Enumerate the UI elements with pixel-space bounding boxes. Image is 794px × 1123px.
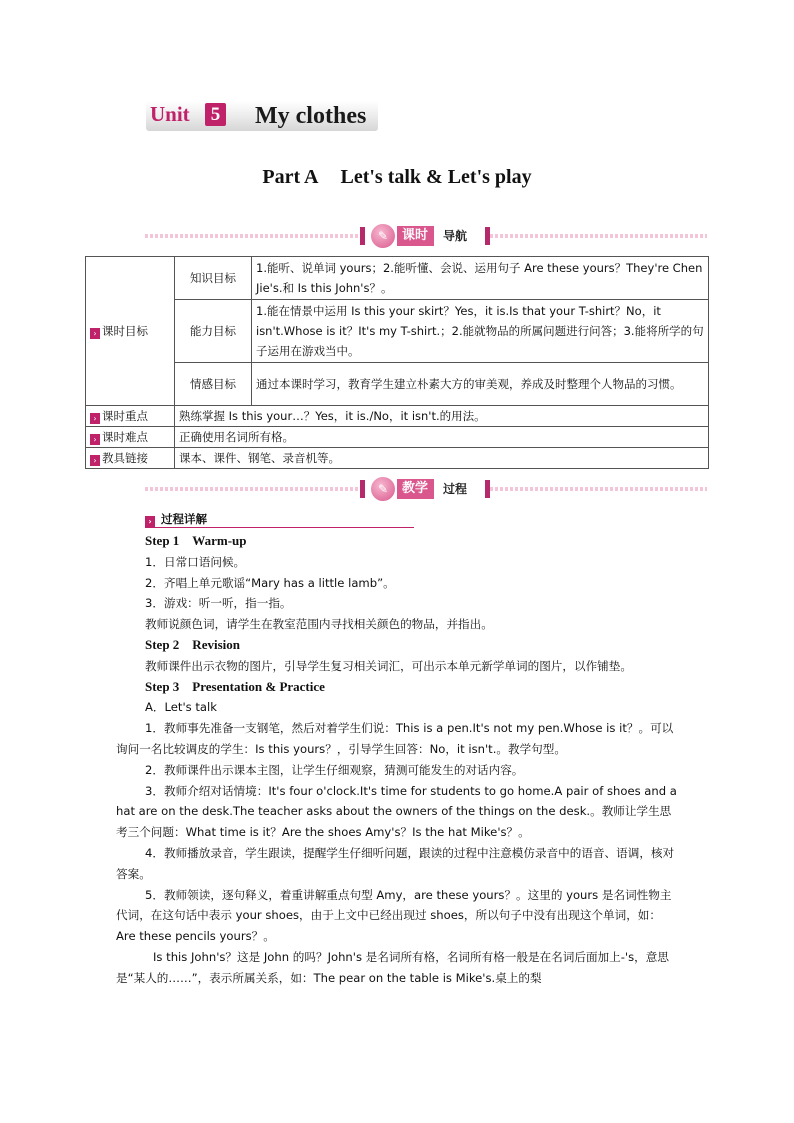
banner-pink-label: 课时 — [397, 226, 434, 246]
part-name: Let's talk & Let's play — [340, 166, 532, 188]
lesson-nav-banner — [145, 228, 707, 244]
pencil-icon: ✎ — [371, 224, 395, 248]
paragraph: 1．日常口语问候。 — [145, 554, 246, 569]
paragraph: 2．齐唱上单元歌谣“Mary has a little lamb”。 — [145, 575, 395, 590]
row-label: 课时重点 — [102, 409, 148, 423]
paragraph: A．Let's talk — [145, 700, 217, 715]
chevron-right-icon: › — [145, 516, 155, 527]
chevron-right-icon: › — [90, 328, 100, 339]
lesson-plan-table — [85, 256, 709, 469]
goal-text: 1.能听、说单词 yours；2.能听懂、会说、运用句子 Are these yours？They're Chen Jie's.和 Is this John's？。 — [252, 257, 709, 300]
goal-text: 1.能在情景中运用 Is this your skirt？Yes，it is.Is that your T-shirt？No，it isn't.Whose is it？It's my T-shirt.；2.能就物品的所属问题进行问答；3.能将所学的句子运用在游戏当中。 — [252, 300, 709, 363]
row-header-cell — [86, 406, 175, 427]
banner-dark-label: 导航 — [443, 229, 468, 243]
chevron-right-icon: › — [90, 413, 100, 424]
banner-dark-label: 过程 — [443, 482, 468, 496]
goal-text: 通过本课时学习，教育学生建立朴素大方的审美观，养成及时整理个人物品的习惯。 — [252, 363, 709, 406]
step-title: Step 2 Revision — [145, 636, 240, 652]
paragraph: 3．游戏：听一听，指一指。 — [145, 596, 292, 611]
paragraph: 1．教师事先准备一支钢笔，然后对着学生们说：This is a pen.It's not my pen.Whose is it？。可以询问一名比较调皮的学生：Is this yours？，引导学生回答：No，it isn't.。教学句型。 — [116, 721, 674, 756]
step-title: Step 3 Presentation & Practice — [145, 678, 325, 694]
goals-header-cell — [86, 257, 175, 406]
paragraph: 2．教师课件出示课本主图，让学生仔细观察，猜测可能发生的对话内容。 — [145, 762, 524, 777]
row-label: 课时难点 — [102, 430, 148, 444]
row-text: 熟练掌握 Is this your…？Yes，it is./No，it isn't.的用法。 — [175, 406, 709, 427]
unit-number-badge: 5 — [205, 103, 226, 126]
unit-word: Unit — [150, 102, 190, 126]
row-header-cell — [86, 448, 175, 469]
paragraph: 教师说颜色词，请学生在教室范围内寻找相关颜色的物品，并指出。 — [145, 617, 493, 632]
paragraph: 教师课件出示衣物的图片，引导学生复习相关词汇，可出示本单元新学单词的图片，以作铺垫。 — [145, 658, 632, 673]
row-header-cell — [86, 427, 175, 448]
goal-name: 情感目标 — [175, 363, 252, 406]
goal-name: 能力目标 — [175, 300, 252, 363]
chevron-right-icon: › — [90, 434, 100, 445]
heading-underline — [145, 527, 414, 528]
paragraph: 3．教师介绍对话情境：It's four o'clock.It's time for students to go home.A pair of shoes and a hat are on the desk.The teacher asks about the owners of the things on the desk.。教师让学生思考三个问题：What time is it？Are the shoes Amy's？Is the hat Mike's？。 — [116, 783, 677, 840]
row-text: 正确使用名词所有格。 — [175, 427, 709, 448]
part-label: Part A — [262, 166, 319, 188]
pencil-icon: ✎ — [371, 477, 395, 501]
paragraph: Is this John's？这是 John 的吗？John's 是名词所有格，名词所有格一般是在名词后面加上-'s，意思是“某人的……”，表示所属关系，如：The pear on the table is Mike's.桌上的梨 — [116, 949, 669, 985]
row-label: 教具链接 — [102, 451, 148, 465]
process-heading-text: 过程详解 — [161, 512, 208, 526]
banner-pink-label: 教学 — [397, 479, 434, 499]
teaching-process-banner — [145, 481, 707, 497]
unit-title: My clothes — [255, 103, 367, 129]
paragraph: 4．教师播放录音，学生跟读，提醒学生仔细听问题，跟读的过程中注意模仿录音中的语音、语调，核对答案。 — [116, 845, 675, 881]
goals-label: 课时目标 — [102, 324, 148, 338]
chevron-right-icon: › — [90, 455, 100, 466]
row-text: 课本、课件、钢笔、录音机等。 — [175, 448, 709, 469]
step-title: Step 1 Warm-up — [145, 533, 247, 548]
process-body — [116, 531, 678, 989]
paragraph: 5．教师领读，逐句释义，着重讲解重点句型 Amy，are these yours？。这里的 yours 是名词性物主代词，在这句话中表示 your shoes，由于上文中已经出现过 shoes，所以句子中没有出现这个单词，如：Are these pencils yours？。 — [116, 887, 672, 944]
part-title — [0, 165, 794, 189]
goal-name: 知识目标 — [175, 257, 252, 300]
process-heading — [145, 511, 207, 527]
